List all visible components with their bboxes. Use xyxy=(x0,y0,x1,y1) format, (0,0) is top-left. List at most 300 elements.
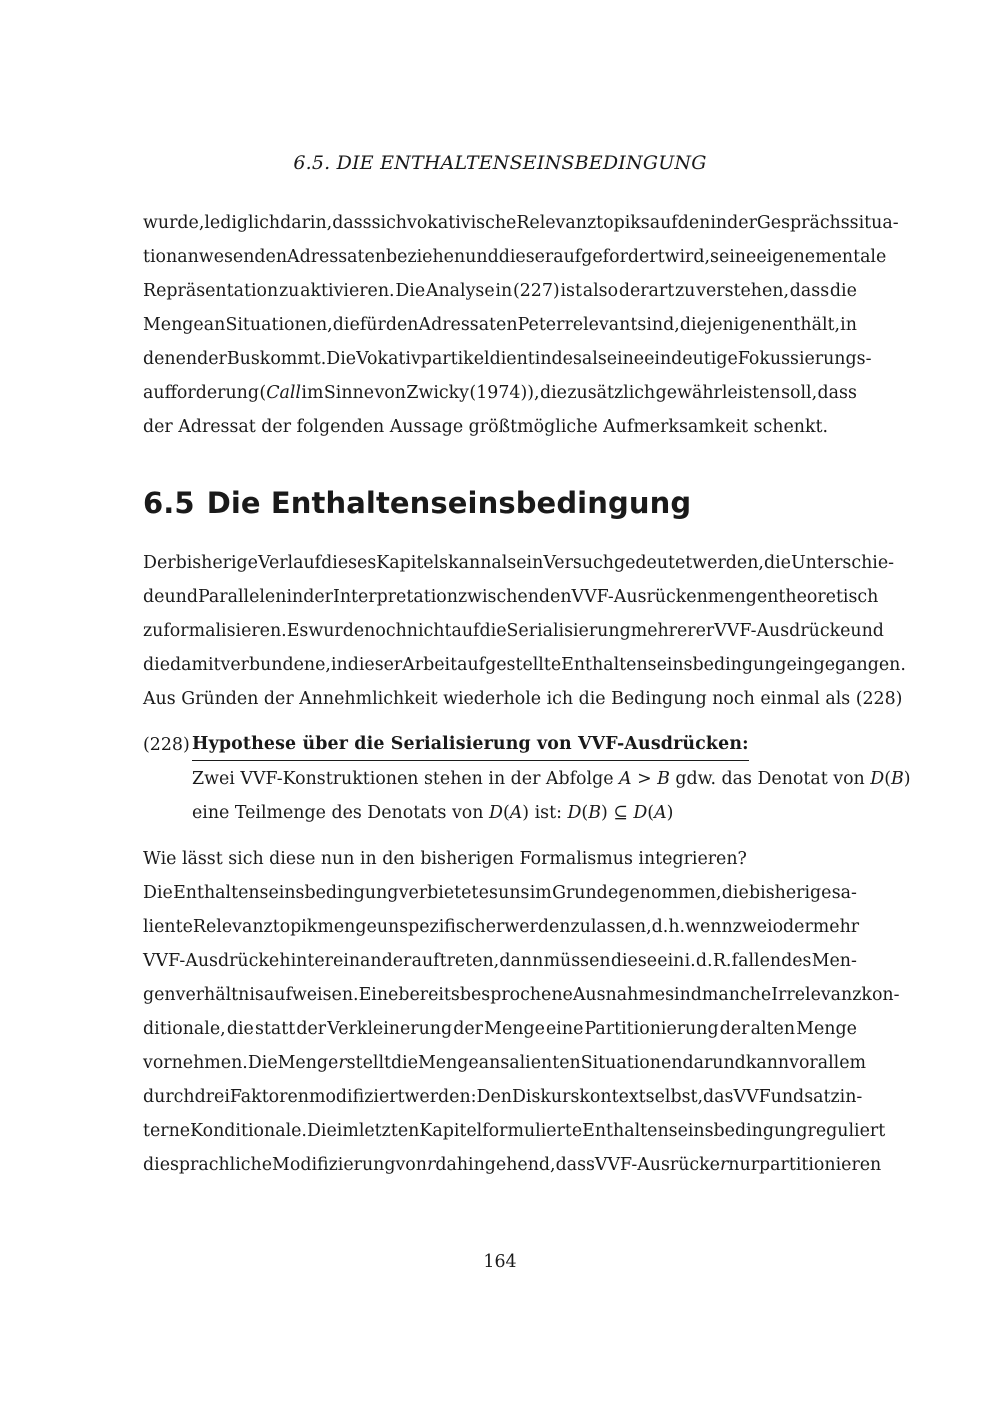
word: sa- xyxy=(831,883,857,903)
word: und xyxy=(770,1087,805,1107)
word: kann xyxy=(745,1053,790,1073)
text-line xyxy=(143,1080,863,1114)
word: die xyxy=(391,1053,418,1073)
word: Wie xyxy=(143,849,177,869)
word: Kapitel xyxy=(419,1121,483,1141)
word: Verlauf xyxy=(257,553,322,573)
word: Peter xyxy=(517,315,565,335)
word: werden, xyxy=(692,553,764,573)
word: der xyxy=(719,1019,750,1039)
word: von xyxy=(374,383,406,403)
section-title: Die Enthaltenseinsbedingung xyxy=(206,486,692,520)
word: stehen xyxy=(423,769,483,789)
word: die xyxy=(578,689,606,709)
word: aufweisen. xyxy=(263,985,359,1005)
word: VVF-Konstruktionen xyxy=(240,769,419,789)
word: dient xyxy=(489,349,535,369)
word: i. xyxy=(684,951,696,971)
word: Der xyxy=(143,553,176,573)
word: sich xyxy=(228,849,264,869)
word: r xyxy=(338,1053,347,1073)
word: Menge xyxy=(418,1053,479,1073)
word: mengentheoretisch xyxy=(707,587,879,607)
word: auf xyxy=(451,621,480,641)
word: in xyxy=(359,849,377,869)
word: mehrerer xyxy=(630,621,715,641)
word: Gesprächssitua- xyxy=(756,213,899,233)
word: damit xyxy=(170,655,221,675)
hypothesis-line xyxy=(192,762,911,796)
word: vornehmen. xyxy=(143,1053,248,1073)
word: Grunde xyxy=(552,883,619,903)
word: derart xyxy=(618,281,675,301)
word: D(B) xyxy=(870,769,911,789)
word: dass xyxy=(555,1155,595,1175)
word: lediglich xyxy=(204,213,281,233)
text-line xyxy=(143,580,879,614)
word: zu xyxy=(143,621,164,641)
word: Die xyxy=(247,1053,278,1073)
word: Enthaltenseinsbedingung xyxy=(582,1121,808,1141)
word: d. xyxy=(651,917,669,937)
word: wenn xyxy=(685,917,733,937)
word: hintereinander xyxy=(279,951,412,971)
word: Unterschie- xyxy=(790,553,894,573)
word: Interpretation xyxy=(332,587,458,607)
word: als xyxy=(491,553,517,573)
word: genommen, xyxy=(618,883,722,903)
word: auf xyxy=(649,213,678,233)
word: bisherige xyxy=(749,883,832,903)
word: VVF xyxy=(733,1087,771,1107)
word: Modifizierung xyxy=(272,1155,396,1175)
word: in xyxy=(330,655,348,675)
word: Serialisierung xyxy=(506,621,631,641)
word: Enthaltenseinsbedingung xyxy=(561,655,787,675)
word: der xyxy=(296,1019,327,1039)
word: der xyxy=(261,417,292,437)
word: Eine xyxy=(358,985,399,1005)
word: an xyxy=(478,1053,501,1073)
word: Relevanztopikmenge xyxy=(192,917,377,937)
word: Aussage xyxy=(389,417,464,437)
text-line xyxy=(143,910,860,944)
word: werden: xyxy=(404,1087,477,1107)
word: als xyxy=(825,689,851,709)
word: darin, xyxy=(280,213,333,233)
word: in xyxy=(710,213,728,233)
word: Menge xyxy=(796,1019,857,1039)
word: an xyxy=(203,315,226,335)
word: den xyxy=(385,315,419,335)
word: verbundene, xyxy=(220,655,331,675)
word: (228) xyxy=(855,689,903,709)
word: und xyxy=(712,1053,746,1073)
word: VVF-Ausrücke xyxy=(594,1155,720,1175)
word: ditionale, xyxy=(143,1019,226,1039)
word: reguliert xyxy=(807,1121,886,1141)
word: Formalismus xyxy=(519,849,633,869)
word: liente xyxy=(143,917,193,937)
word: Annehmlichkeit xyxy=(299,689,438,709)
word: B xyxy=(657,769,670,789)
word: satzin- xyxy=(804,1087,863,1107)
word: bisherige xyxy=(175,553,258,573)
text-line xyxy=(143,546,894,580)
word: Denotats xyxy=(367,803,447,823)
word: Gründen xyxy=(181,689,259,709)
word: aktivieren. xyxy=(300,281,395,301)
text-line xyxy=(143,1114,886,1148)
word: eine xyxy=(192,803,230,823)
text-line xyxy=(143,978,900,1012)
word: soll, xyxy=(781,383,818,403)
word: eine xyxy=(546,1019,584,1039)
word: der xyxy=(263,689,294,709)
word: eingegangen. xyxy=(786,655,906,675)
word: im xyxy=(529,883,552,903)
word: die xyxy=(226,1019,254,1039)
word: Kapitels xyxy=(376,553,449,573)
word: verstehen, xyxy=(696,281,789,301)
word: > xyxy=(637,769,652,789)
word: Parallelen xyxy=(197,587,287,607)
word: die xyxy=(143,1155,170,1175)
word: A xyxy=(619,769,632,789)
word: Menge xyxy=(277,1053,339,1073)
word: indes xyxy=(534,349,582,369)
word: formulierte xyxy=(482,1121,583,1141)
word: Konditionale. xyxy=(190,1121,307,1141)
word: dahingehend, xyxy=(435,1155,556,1175)
word: Den xyxy=(476,1087,512,1107)
word: das xyxy=(703,1087,734,1107)
word: unspezifischer xyxy=(376,917,505,937)
word: und xyxy=(850,621,884,641)
word: die xyxy=(143,655,170,675)
word: die xyxy=(721,883,749,903)
word: r xyxy=(719,1155,729,1175)
word: also xyxy=(582,281,619,301)
text-line xyxy=(143,876,857,910)
word: Denotat xyxy=(757,769,828,789)
word: denen xyxy=(143,349,198,369)
word: D(A) xyxy=(633,803,674,823)
example-number: (228) xyxy=(143,735,190,755)
word: dieser xyxy=(347,655,403,675)
word: Men- xyxy=(811,951,857,971)
word: (Call xyxy=(259,383,301,403)
word: enthält, xyxy=(771,315,841,335)
word: stellt xyxy=(346,1053,391,1073)
word: sind, xyxy=(637,315,680,335)
section-heading xyxy=(143,486,691,520)
word: die xyxy=(829,281,857,301)
word: uns xyxy=(498,883,530,903)
word: VVF-Ausdrücke xyxy=(143,951,280,971)
word: oder xyxy=(772,917,813,937)
word: alten xyxy=(750,1019,796,1039)
word: nun xyxy=(320,849,355,869)
paragraph-1 xyxy=(143,206,899,444)
word: manche xyxy=(701,985,772,1005)
word: den xyxy=(677,213,711,233)
word: (1974)), xyxy=(469,383,540,403)
word: terne xyxy=(143,1121,191,1141)
word: zwischen xyxy=(457,587,539,607)
word: lassen, xyxy=(590,917,652,937)
word: ein xyxy=(516,553,544,573)
page-number: 164 xyxy=(483,1252,517,1272)
word: Die xyxy=(306,1121,337,1141)
word: Bedingung xyxy=(611,689,707,709)
text-line xyxy=(143,614,884,648)
word: nicht xyxy=(406,621,452,641)
word: Ausnahme xyxy=(572,985,666,1005)
word: werden xyxy=(504,917,571,937)
word: zusätzlich xyxy=(567,383,656,403)
word: genverhältnis xyxy=(143,985,264,1005)
word: statt xyxy=(254,1019,296,1039)
word: Verkleinerung xyxy=(327,1019,453,1039)
word: (227) xyxy=(512,281,560,301)
word: eigene xyxy=(756,247,816,267)
text-line xyxy=(143,944,857,978)
word: eine xyxy=(606,349,645,369)
word: Vokativpartikel xyxy=(356,349,490,369)
word: in xyxy=(840,315,857,335)
word: in xyxy=(495,281,513,301)
word: Die xyxy=(395,281,426,301)
word: der xyxy=(143,417,173,437)
word: vor xyxy=(789,1053,818,1073)
word: der xyxy=(303,587,333,607)
word: Diskurskontext xyxy=(511,1087,646,1107)
word: nur xyxy=(728,1155,760,1175)
word: formalisieren. xyxy=(163,621,287,641)
paragraph-3 xyxy=(143,842,900,1182)
word: Fokussierungs- xyxy=(737,349,872,369)
word: Die xyxy=(326,349,357,369)
word: dass xyxy=(817,383,857,403)
word: vokativische xyxy=(407,213,517,233)
word: der xyxy=(727,213,757,233)
text-line xyxy=(143,308,857,342)
word: Es xyxy=(286,621,309,641)
word: letzten xyxy=(358,1121,420,1141)
word: Aufmerksamkeit xyxy=(603,417,749,437)
word: des xyxy=(331,803,362,823)
word: h. xyxy=(668,917,686,937)
word: bereits xyxy=(398,985,460,1005)
word: d. xyxy=(695,951,713,971)
word: Menge xyxy=(143,315,204,335)
text-line xyxy=(143,648,906,682)
word: seine xyxy=(710,247,757,267)
word: in xyxy=(488,769,506,789)
word: diese xyxy=(269,849,316,869)
word: Sinne xyxy=(323,383,375,403)
word: die xyxy=(763,553,791,573)
word: R. xyxy=(712,951,732,971)
word: kommt. xyxy=(259,349,327,369)
text-line xyxy=(143,1046,867,1080)
word: VVF-Ausrücken xyxy=(571,587,708,607)
word: dass xyxy=(332,213,372,233)
word: kann xyxy=(448,553,492,573)
word: bisherigen xyxy=(420,849,514,869)
word: Situationen, xyxy=(225,315,333,335)
word: den xyxy=(538,587,572,607)
word: der xyxy=(197,349,227,369)
text-line xyxy=(143,682,903,716)
word: gdw. xyxy=(675,769,717,789)
text-line xyxy=(143,206,899,240)
word: die xyxy=(539,383,567,403)
word: diejenigen xyxy=(679,315,772,335)
word: noch xyxy=(712,689,755,709)
word: und xyxy=(465,247,499,267)
word: der xyxy=(510,769,541,789)
text-line xyxy=(143,376,857,410)
word: eindeutige xyxy=(644,349,738,369)
word: im xyxy=(336,1121,359,1141)
word: lässt xyxy=(181,849,223,869)
word: salienten xyxy=(500,1053,581,1073)
text-line xyxy=(143,274,857,308)
word: verbietet xyxy=(398,883,479,903)
section-number: 6.5 xyxy=(143,486,195,520)
word: Die xyxy=(143,883,173,903)
word: zu xyxy=(278,281,300,301)
running-head: 6.5. DIE ENTHALTENSEINSBEDINGUNG xyxy=(293,152,707,174)
word: gedeutet xyxy=(613,553,693,573)
text-line xyxy=(143,240,887,274)
word: Aus xyxy=(143,689,176,709)
word: Teilmenge xyxy=(234,803,326,823)
word: ⊆ xyxy=(613,803,628,823)
word: gewährleisten xyxy=(655,383,781,403)
word: VVF-Ausdrücke xyxy=(714,621,851,641)
word: tion xyxy=(143,247,178,267)
word: Relevanztopiks xyxy=(516,213,650,233)
word: dieser xyxy=(498,247,554,267)
word: auftreten, xyxy=(411,951,500,971)
word: besprochene xyxy=(459,985,573,1005)
word: Enthaltenseinsbedingung xyxy=(173,883,399,903)
word: Situationen xyxy=(580,1053,683,1073)
word: ist: xyxy=(534,803,562,823)
word: im xyxy=(301,383,324,403)
word: Zwicky xyxy=(406,383,469,403)
word: Abfolge xyxy=(545,769,614,789)
word: Zwei xyxy=(192,769,235,789)
word: aufforderung xyxy=(143,383,259,403)
word: modifiziert xyxy=(308,1087,405,1107)
word: von xyxy=(451,803,484,823)
word: in xyxy=(286,587,304,607)
word: zwei xyxy=(732,917,773,937)
word: dann xyxy=(499,951,544,971)
word: dass xyxy=(789,281,830,301)
word: Versuch xyxy=(543,553,614,573)
word: zu xyxy=(570,917,591,937)
word: aufgefordert xyxy=(553,247,665,267)
word: wird, xyxy=(664,247,711,267)
word: de xyxy=(143,587,165,607)
hypothesis-title: Hypothese über die Serialisierung von VVF-Ausdrücken: xyxy=(192,728,749,761)
word: relevant xyxy=(564,315,638,335)
word: Repräsentation xyxy=(143,281,279,301)
word: sich xyxy=(371,213,408,233)
word: Adressat xyxy=(178,417,256,437)
text-line xyxy=(143,1012,857,1046)
word: wiederhole xyxy=(443,689,542,709)
hypothesis-body xyxy=(192,762,911,830)
word: anwesenden xyxy=(177,247,288,267)
word: der xyxy=(453,1019,483,1039)
text-line xyxy=(143,1148,882,1182)
word: größtmögliche xyxy=(468,417,598,437)
word: Analyse xyxy=(425,281,495,301)
word: ich xyxy=(546,689,574,709)
text-line xyxy=(143,842,857,876)
word: und xyxy=(164,587,198,607)
word: dar xyxy=(682,1053,713,1073)
word: drei xyxy=(194,1087,230,1107)
word: fallendes xyxy=(731,951,812,971)
word: D(A) xyxy=(488,803,530,823)
word: r xyxy=(426,1155,436,1175)
word: Partitionierung xyxy=(584,1019,719,1039)
word: für xyxy=(359,315,386,335)
word: Bus xyxy=(226,349,260,369)
word: wurde xyxy=(308,621,365,641)
word: das xyxy=(721,769,752,789)
word: Irrelevanzkon- xyxy=(771,985,900,1005)
word: mentale xyxy=(815,247,887,267)
word: ein xyxy=(657,951,685,971)
hypothesis-line xyxy=(192,796,857,830)
word: selbst, xyxy=(645,1087,704,1107)
word: schenkt. xyxy=(753,417,829,437)
paragraph-2 xyxy=(143,546,906,716)
word: sind xyxy=(665,985,702,1005)
word: Menge xyxy=(484,1019,545,1039)
word: D(B) xyxy=(567,803,608,823)
word: Adressaten xyxy=(418,315,518,335)
word: ist xyxy=(560,281,582,301)
word: wurde, xyxy=(143,213,205,233)
word: beziehen xyxy=(386,247,466,267)
word: sprachliche xyxy=(170,1155,273,1175)
word: noch xyxy=(364,621,407,641)
word: diese xyxy=(610,951,658,971)
text-line xyxy=(143,342,872,376)
word: von xyxy=(833,769,865,789)
word: zu xyxy=(675,281,696,301)
word: folgenden xyxy=(296,417,385,437)
word: dieses xyxy=(321,553,377,573)
word: Faktoren xyxy=(229,1087,309,1107)
word: mehr xyxy=(812,917,860,937)
word: aufgestellte xyxy=(457,655,562,675)
word: Adressaten xyxy=(287,247,387,267)
word: die xyxy=(479,621,507,641)
text-line xyxy=(143,410,857,444)
word: integrieren? xyxy=(638,849,747,869)
word: den xyxy=(382,849,415,869)
